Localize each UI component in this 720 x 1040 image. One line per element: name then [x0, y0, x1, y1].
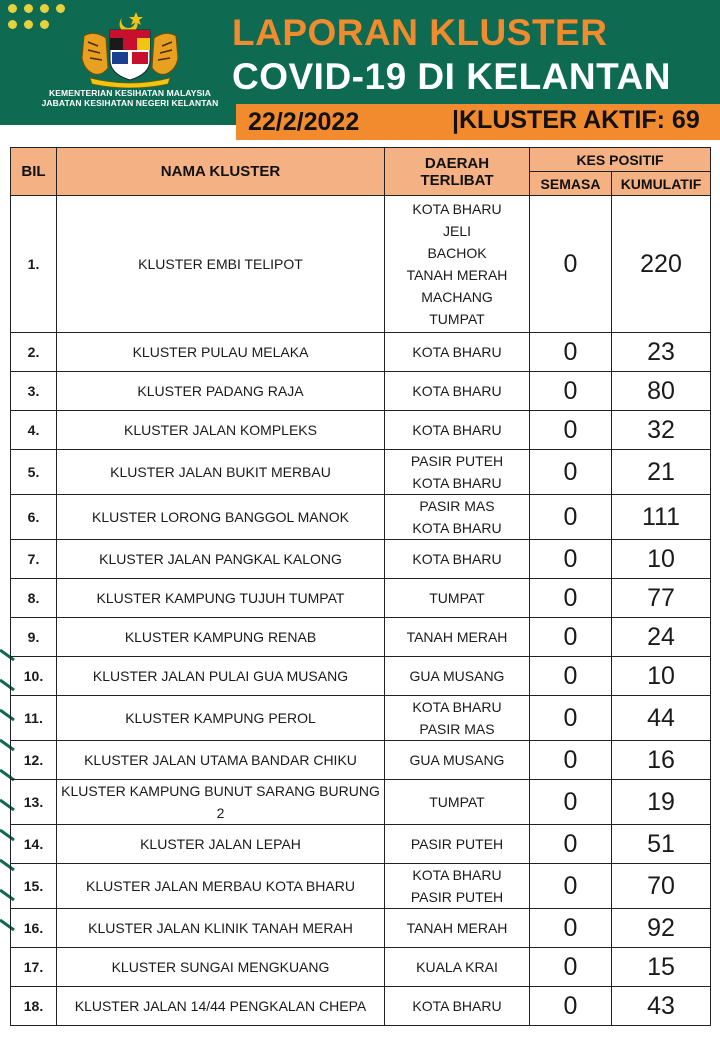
cell-bil: 7. — [11, 540, 57, 579]
cell-kumulatif: 32 — [612, 411, 711, 450]
table-row — [11, 495, 711, 540]
cell-nama-kluster: KLUSTER KAMPUNG RENAB — [57, 618, 385, 657]
table-row — [11, 618, 711, 657]
cell-semasa: 0 — [530, 450, 612, 495]
table-row — [11, 780, 711, 825]
cell-kumulatif: 16 — [612, 741, 711, 780]
table-row — [11, 450, 711, 495]
table-row — [11, 657, 711, 696]
title-line-2: COVID-19 DI KELANTAN — [232, 56, 671, 97]
daerah-name: TANAH MERAH — [406, 629, 508, 645]
daerah-name: KOTA BHARU — [412, 422, 502, 438]
cell-semasa: 0 — [530, 864, 612, 909]
daerah-name: JELI — [442, 223, 471, 239]
header-nama-kluster: NAMA KLUSTER — [57, 148, 385, 196]
table-row — [11, 825, 711, 864]
cell-kumulatif: 10 — [612, 657, 711, 696]
cell-nama-kluster: KLUSTER KAMPUNG BUNUT SARANG BURUNG 2 — [57, 780, 385, 825]
cell-bil: 3. — [11, 372, 57, 411]
header-daerah-terlibat — [385, 148, 530, 196]
daerah-name: KOTA BHARU — [412, 201, 502, 217]
cell-nama-kluster: KLUSTER JALAN UTAMA BANDAR CHIKU — [57, 741, 385, 780]
daerah-name: PASIR MAS — [419, 498, 495, 514]
daerah-name: BACHOK — [427, 245, 487, 261]
table-row — [11, 741, 711, 780]
daerah-name: TUMPAT — [429, 590, 485, 606]
cell-semasa: 0 — [530, 196, 612, 333]
cell-bil: 18. — [11, 987, 57, 1026]
table-row — [11, 540, 711, 579]
daerah-name: KOTA BHARU — [412, 383, 502, 399]
cell-bil: 4. — [11, 411, 57, 450]
table-row — [11, 864, 711, 909]
cell-daerah-terlibat — [385, 411, 530, 450]
cell-bil: 17. — [11, 948, 57, 987]
active-cluster-count: |KLUSTER AKTIF: 69 — [452, 106, 700, 134]
cell-daerah-terlibat — [385, 948, 530, 987]
cell-semasa: 0 — [530, 696, 612, 741]
cell-semasa: 0 — [530, 825, 612, 864]
cell-kumulatif: 70 — [612, 864, 711, 909]
cell-semasa: 0 — [530, 579, 612, 618]
cell-bil: 6. — [11, 495, 57, 540]
header-daerah-line-2: TERLIBAT — [420, 171, 494, 189]
cell-daerah-terlibat — [385, 333, 530, 372]
daerah-name: MACHANG — [421, 289, 493, 305]
cell-nama-kluster: KLUSTER EMBI TELIPOT — [57, 196, 385, 333]
daerah-name: KOTA BHARU — [412, 344, 502, 360]
cell-semasa: 0 — [530, 411, 612, 450]
cell-kumulatif: 92 — [612, 909, 711, 948]
agency-line-2: JABATAN KESIHATAN NEGERI KELANTAN — [41, 98, 219, 108]
cell-bil: 15. — [11, 864, 57, 909]
daerah-name: PASIR PUTEH — [410, 453, 504, 469]
cell-semasa: 0 — [530, 780, 612, 825]
cell-bil: 9. — [11, 618, 57, 657]
daerah-name: KOTA BHARU — [412, 520, 502, 536]
cell-kumulatif: 44 — [612, 696, 711, 741]
table-row — [11, 579, 711, 618]
cell-bil: 1. — [11, 196, 57, 333]
cell-daerah-terlibat — [385, 909, 530, 948]
cell-daerah-terlibat — [385, 741, 530, 780]
table-row — [11, 909, 711, 948]
cell-kumulatif: 15 — [612, 948, 711, 987]
cluster-table-body — [11, 196, 711, 1026]
cell-daerah-terlibat — [385, 618, 530, 657]
cell-bil: 10. — [11, 657, 57, 696]
cell-semasa: 0 — [530, 540, 612, 579]
cell-nama-kluster: KLUSTER JALAN BUKIT MERBAU — [57, 450, 385, 495]
table-row — [11, 372, 711, 411]
cell-kumulatif: 220 — [612, 196, 711, 333]
table-row — [11, 987, 711, 1026]
coat-of-arms-logo — [70, 8, 190, 88]
header-daerah-line-1: DAERAH — [424, 154, 490, 172]
cell-semasa: 0 — [530, 741, 612, 780]
title-line-1: LAPORAN KLUSTER — [232, 12, 608, 53]
cell-nama-kluster: KLUSTER PADANG RAJA — [57, 372, 385, 411]
cell-nama-kluster: KLUSTER LORONG BANGGOL MANOK — [57, 495, 385, 540]
daerah-name: PASIR PUTEH — [410, 836, 504, 852]
cell-daerah-terlibat — [385, 372, 530, 411]
cell-semasa: 0 — [530, 909, 612, 948]
cell-kumulatif: 10 — [612, 540, 711, 579]
daerah-name: KOTA BHARU — [412, 551, 502, 567]
cell-kumulatif: 19 — [612, 780, 711, 825]
daerah-name: KOTA BHARU — [412, 475, 502, 491]
cell-nama-kluster: KLUSTER KAMPUNG PEROL — [57, 696, 385, 741]
cell-bil: 2. — [11, 333, 57, 372]
cell-semasa: 0 — [530, 948, 612, 987]
cell-daerah-terlibat — [385, 864, 530, 909]
cell-daerah-terlibat — [385, 696, 530, 741]
cell-semasa: 0 — [530, 987, 612, 1026]
daerah-name: TUMPAT — [429, 311, 485, 327]
header-kes-positif: KES POSITIF — [530, 148, 711, 172]
cell-nama-kluster: KLUSTER JALAN KOMPLEKS — [57, 411, 385, 450]
daerah-name: TUMPAT — [429, 794, 485, 810]
cell-bil: 12. — [11, 741, 57, 780]
cell-daerah-terlibat — [385, 196, 530, 333]
table-row — [11, 333, 711, 372]
cluster-table — [10, 147, 711, 1026]
cell-nama-kluster: KLUSTER JALAN PULAI GUA MUSANG — [57, 657, 385, 696]
daerah-name: TANAH MERAH — [406, 920, 508, 936]
header-bil: BIL — [11, 148, 57, 196]
cell-nama-kluster: KLUSTER JALAN MERBAU KOTA BHARU — [57, 864, 385, 909]
cell-kumulatif: 43 — [612, 987, 711, 1026]
cell-semasa: 0 — [530, 618, 612, 657]
cell-bil: 13. — [11, 780, 57, 825]
daerah-name: GUA MUSANG — [409, 668, 505, 684]
cell-semasa: 0 — [530, 495, 612, 540]
cell-daerah-terlibat — [385, 450, 530, 495]
cell-nama-kluster: KLUSTER KAMPUNG TUJUH TUMPAT — [57, 579, 385, 618]
cell-daerah-terlibat — [385, 987, 530, 1026]
daerah-name: PASIR PUTEH — [410, 889, 504, 905]
cell-bil: 8. — [11, 579, 57, 618]
cell-bil: 11. — [11, 696, 57, 741]
cell-kumulatif: 23 — [612, 333, 711, 372]
daerah-name: KOTA BHARU — [412, 867, 502, 883]
cell-daerah-terlibat — [385, 495, 530, 540]
cell-nama-kluster: KLUSTER JALAN PANGKAL KALONG — [57, 540, 385, 579]
cell-bil: 14. — [11, 825, 57, 864]
agency-line-1: KEMENTERIAN KESIHATAN MALAYSIA — [49, 88, 211, 98]
cell-bil: 16. — [11, 909, 57, 948]
cell-daerah-terlibat — [385, 780, 530, 825]
cell-semasa: 0 — [530, 372, 612, 411]
cell-daerah-terlibat — [385, 657, 530, 696]
table-row — [11, 696, 711, 741]
cell-nama-kluster: KLUSTER JALAN LEPAH — [57, 825, 385, 864]
daerah-name: KOTA BHARU — [412, 998, 502, 1014]
cell-kumulatif: 24 — [612, 618, 711, 657]
cell-kumulatif: 80 — [612, 372, 711, 411]
cell-daerah-terlibat — [385, 540, 530, 579]
cell-nama-kluster: KLUSTER JALAN 14/44 PENGKALAN CHEPA — [57, 987, 385, 1026]
cell-kumulatif: 21 — [612, 450, 711, 495]
table-row — [11, 948, 711, 987]
cell-nama-kluster: KLUSTER JALAN KLINIK TANAH MERAH — [57, 909, 385, 948]
cell-daerah-terlibat — [385, 825, 530, 864]
cell-nama-kluster: KLUSTER PULAU MELAKA — [57, 333, 385, 372]
daerah-name: TANAH MERAH — [406, 267, 508, 283]
daerah-name: PASIR MAS — [419, 721, 495, 737]
report-date: 22/2/2022 — [248, 108, 360, 136]
table-row — [11, 196, 711, 333]
cell-kumulatif: 51 — [612, 825, 711, 864]
table-row — [11, 411, 711, 450]
cell-bil: 5. — [11, 450, 57, 495]
cell-daerah-terlibat — [385, 579, 530, 618]
cell-semasa: 0 — [530, 657, 612, 696]
daerah-name: GUA MUSANG — [409, 752, 505, 768]
header-kumulatif: KUMULATIF — [612, 172, 711, 196]
cell-kumulatif: 111 — [612, 495, 711, 540]
header-semasa: SEMASA — [530, 172, 612, 196]
cell-kumulatif: 77 — [612, 579, 711, 618]
daerah-name: KOTA BHARU — [412, 699, 502, 715]
cell-semasa: 0 — [530, 333, 612, 372]
daerah-name: KUALA KRAI — [416, 959, 498, 975]
cell-nama-kluster: KLUSTER SUNGAI MENGKUANG — [57, 948, 385, 987]
